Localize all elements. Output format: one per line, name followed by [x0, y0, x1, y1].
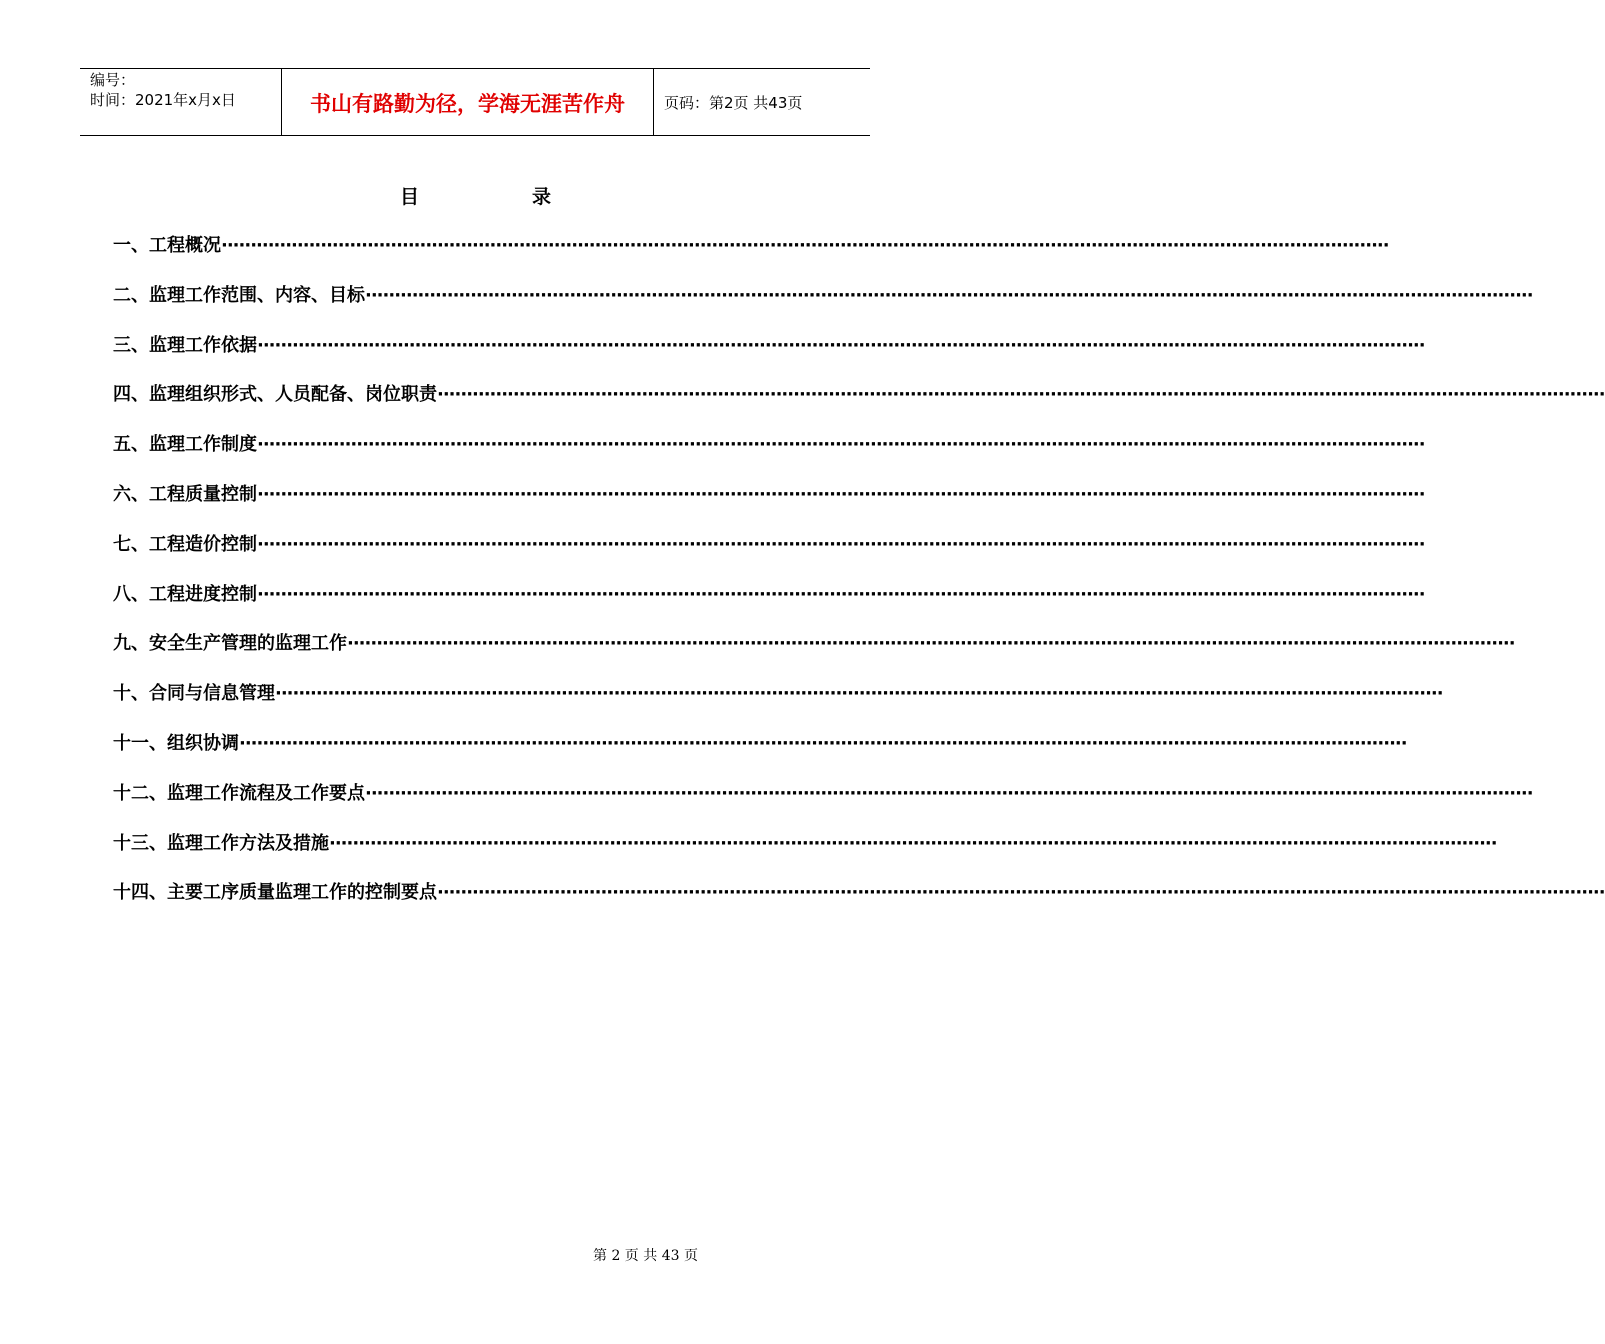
toc-item[interactable] [113, 782, 1533, 832]
header-page-cell [654, 69, 870, 135]
toc-item[interactable] [113, 682, 1443, 732]
toc-leader-dots: ········································································································································································································ [437, 882, 1605, 904]
toc-item-label: 十二、监理工作流程及工作要点 [113, 782, 365, 804]
toc-leader-dots: ········································································································································································································ [257, 434, 1425, 456]
toc-item[interactable] [113, 881, 1605, 931]
toc-item-label: 一、工程概况 [113, 235, 221, 256]
toc-leader-dots: ········································································································································································································ [437, 384, 1605, 406]
header-slogan: 书山有路勤为径，学海无涯苦作舟 [310, 92, 625, 116]
toc-item-label: 十四、主要工序质量监理工作的控制要点 [113, 882, 437, 904]
toc-item[interactable] [113, 632, 1515, 682]
toc-item-label: 十、合同与信息管理 [113, 683, 275, 705]
toc-item-label: 六、工程质量控制 [113, 483, 257, 505]
toc-title [0, 185, 950, 209]
toc-item[interactable] [113, 433, 1425, 483]
page-footer: 第 2 页 共 43 页 [593, 1248, 698, 1264]
toc-item[interactable] [113, 483, 1425, 533]
toc-leader-dots: ········································································································································································································ [221, 235, 1389, 256]
toc-item-label: 五、监理工作制度 [113, 434, 257, 456]
document-time-label: 时间：2021年x月x日 [90, 91, 236, 109]
toc-item[interactable] [113, 732, 1407, 782]
document-number-label: 编号： [90, 71, 136, 89]
toc-item[interactable] [113, 533, 1425, 583]
toc-leader-dots: ········································································································································································································ [257, 533, 1425, 555]
toc-item-label: 八、工程进度控制 [113, 583, 257, 605]
toc-leader-dots: ········································································································································································································ [347, 633, 1515, 655]
toc-item[interactable] [113, 832, 1497, 882]
toc-title-part1: 目 [400, 186, 420, 208]
toc-item[interactable] [113, 334, 1425, 384]
toc-leader-dots: ········································································································································································································ [239, 732, 1407, 754]
toc-leader-dots: ········································································································································································································ [365, 782, 1533, 804]
header-slogan-cell [281, 69, 654, 135]
toc-leader-dots: ········································································································································································································ [257, 483, 1425, 505]
toc-leader-dots: ········································································································································································································ [257, 583, 1425, 605]
toc-item[interactable] [113, 383, 1605, 433]
page-header [80, 68, 870, 136]
toc-item[interactable] [113, 284, 1533, 334]
toc-item-label: 十三、监理工作方法及措施 [113, 832, 329, 854]
toc-list [113, 234, 1605, 931]
header-page-info: 页码：第2页 共43页 [664, 94, 803, 112]
toc-item[interactable] [113, 583, 1425, 633]
toc-item-label: 九、安全生产管理的监理工作 [113, 633, 347, 655]
toc-title-part2: 录 [532, 186, 552, 208]
toc-item-label: 四、监理组织形式、人员配备、岗位职责 [113, 384, 437, 406]
toc-leader-dots: ········································································································································································································ [275, 683, 1443, 705]
toc-leader-dots: ········································································································································································································ [257, 334, 1425, 356]
toc-item-label: 二、监理工作范围、内容、目标 [113, 284, 365, 306]
toc-leader-dots: ········································································································································································································ [329, 832, 1497, 854]
toc-item-label: 三、监理工作依据 [113, 334, 257, 356]
header-meta-cell [80, 69, 281, 135]
toc-item-label: 十一、组织协调 [113, 732, 239, 754]
toc-leader-dots: ········································································································································································································ [365, 284, 1533, 306]
toc-item-label: 七、工程造价控制 [113, 533, 257, 555]
toc-item[interactable] [113, 234, 1389, 284]
